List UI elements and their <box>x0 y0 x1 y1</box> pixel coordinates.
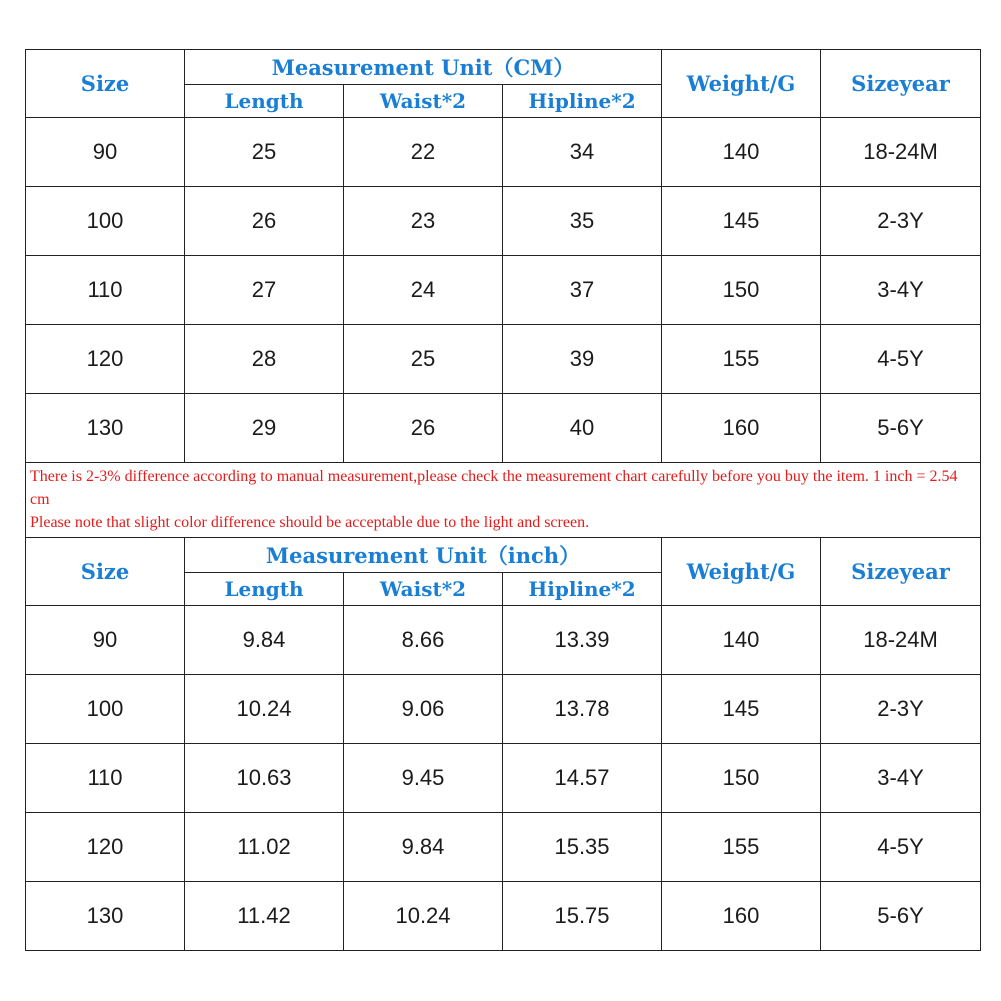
weight-cell: 155 <box>662 813 821 882</box>
hipline-cell: 13.78 <box>503 675 662 744</box>
hipline-cell: 15.75 <box>503 882 662 951</box>
weight-cell: 145 <box>662 675 821 744</box>
hipline-cell: 37 <box>503 256 662 325</box>
length-cell: 26 <box>185 187 344 256</box>
waist-cell: 24 <box>344 256 503 325</box>
table-row <box>26 606 981 675</box>
inch-header-row <box>26 538 981 573</box>
waist-header: Waist*2 <box>344 573 503 606</box>
hipline-cell: 15.35 <box>503 813 662 882</box>
sizeyear-cell: 4-5Y <box>821 813 981 882</box>
length-cell: 28 <box>185 325 344 394</box>
length-cell: 29 <box>185 394 344 463</box>
measurement-note <box>26 463 981 538</box>
size-cell: 130 <box>26 394 185 463</box>
note-line-1: There is 2-3% difference according to manual measurement,please check the measurement chart carefully before you buy the item. 1 inch = 2.54 cm <box>30 468 958 508</box>
waist-cell: 9.84 <box>344 813 503 882</box>
hipline-header: Hipline*2 <box>503 573 662 606</box>
sizeyear-cell: 5-6Y <box>821 882 981 951</box>
length-cell: 25 <box>185 118 344 187</box>
length-cell: 10.63 <box>185 744 344 813</box>
waist-header: Waist*2 <box>344 85 503 118</box>
hipline-cell: 13.39 <box>503 606 662 675</box>
note-row <box>26 463 981 538</box>
length-cell: 27 <box>185 256 344 325</box>
hipline-header: Hipline*2 <box>503 85 662 118</box>
weight-cell: 140 <box>662 118 821 187</box>
table-row <box>26 882 981 951</box>
table-row <box>26 187 981 256</box>
waist-cell: 25 <box>344 325 503 394</box>
size-cell: 110 <box>26 256 185 325</box>
hipline-cell: 14.57 <box>503 744 662 813</box>
inch-unit-header: Measurement Unit（inch） <box>185 538 662 573</box>
weight-cell: 150 <box>662 744 821 813</box>
sizeyear-cell: 4-5Y <box>821 325 981 394</box>
table-row <box>26 675 981 744</box>
waist-cell: 9.06 <box>344 675 503 744</box>
note-line-2: Please note that slight color difference should be acceptable due to the light and screen. <box>30 514 590 531</box>
size-cell: 120 <box>26 813 185 882</box>
table-row <box>26 394 981 463</box>
sizeyear-header: Sizeyear <box>821 50 981 118</box>
length-cell: 11.02 <box>185 813 344 882</box>
sizeyear-cell: 2-3Y <box>821 675 981 744</box>
size-cell: 100 <box>26 187 185 256</box>
weight-cell: 160 <box>662 882 821 951</box>
length-cell: 10.24 <box>185 675 344 744</box>
size-cell: 90 <box>26 118 185 187</box>
length-cell: 11.42 <box>185 882 344 951</box>
sizeyear-cell: 3-4Y <box>821 744 981 813</box>
waist-cell: 10.24 <box>344 882 503 951</box>
size-cell: 130 <box>26 882 185 951</box>
size-cell: 120 <box>26 325 185 394</box>
size-header: Size <box>26 538 185 606</box>
hipline-cell: 39 <box>503 325 662 394</box>
weight-cell: 160 <box>662 394 821 463</box>
size-cell: 90 <box>26 606 185 675</box>
waist-cell: 9.45 <box>344 744 503 813</box>
length-header: Length <box>185 85 344 118</box>
sizeyear-cell: 18-24M <box>821 118 981 187</box>
weight-cell: 150 <box>662 256 821 325</box>
weight-cell: 145 <box>662 187 821 256</box>
table-row <box>26 118 981 187</box>
sizeyear-cell: 2-3Y <box>821 187 981 256</box>
waist-cell: 22 <box>344 118 503 187</box>
size-header: Size <box>26 50 185 118</box>
weight-header: Weight/G <box>662 538 821 606</box>
sizeyear-cell: 5-6Y <box>821 394 981 463</box>
table-row <box>26 744 981 813</box>
size-chart-table <box>25 49 981 951</box>
cm-header-row <box>26 50 981 85</box>
sizeyear-cell: 3-4Y <box>821 256 981 325</box>
length-cell: 9.84 <box>185 606 344 675</box>
cm-unit-header: Measurement Unit（CM） <box>185 50 662 85</box>
weight-header: Weight/G <box>662 50 821 118</box>
weight-cell: 155 <box>662 325 821 394</box>
table-row <box>26 813 981 882</box>
table-row <box>26 325 981 394</box>
length-header: Length <box>185 573 344 606</box>
size-cell: 100 <box>26 675 185 744</box>
hipline-cell: 35 <box>503 187 662 256</box>
table-row <box>26 256 981 325</box>
weight-cell: 140 <box>662 606 821 675</box>
waist-cell: 8.66 <box>344 606 503 675</box>
waist-cell: 26 <box>344 394 503 463</box>
size-cell: 110 <box>26 744 185 813</box>
hipline-cell: 40 <box>503 394 662 463</box>
sizeyear-header: Sizeyear <box>821 538 981 606</box>
waist-cell: 23 <box>344 187 503 256</box>
hipline-cell: 34 <box>503 118 662 187</box>
sizeyear-cell: 18-24M <box>821 606 981 675</box>
